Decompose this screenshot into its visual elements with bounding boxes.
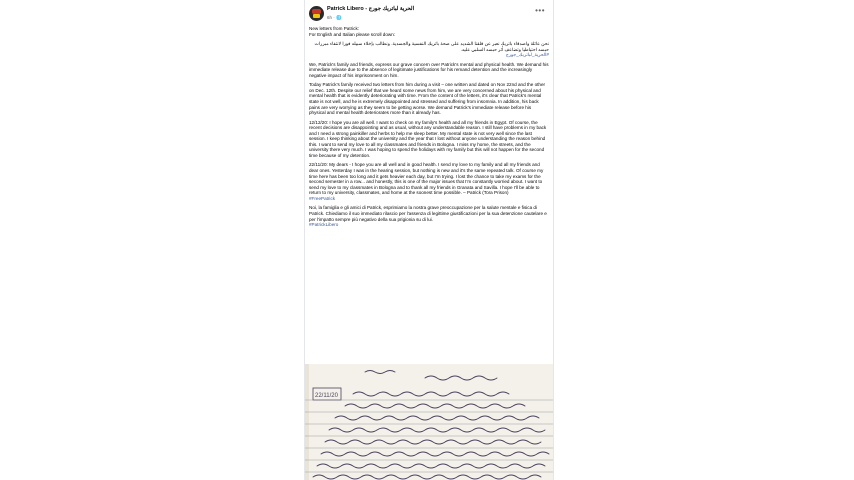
arabic-paragraph: نحن عائلة واصدقاء باتريك نعبر عن قلقنا الشديد على صحة باتريك النفسية والجسدية. ونطالب بإخلاء سبيله فورا لانتفاء مبررات حبسه احتياطيا وتضاعف أثر حبسه السلبي عليه. (314, 40, 549, 52)
page-name[interactable]: Patrick Libero - الحرية لباتريك جورج (327, 6, 415, 12)
post-text-english-1: We, Patrick's family and friends, express our grave concern over Patrick's mental and physical health. We demand his immediate release due to the absence of legitimate justifications for his remand detention and the increasingly negative impact of his imprisonment on him. (309, 61, 549, 78)
letter-scan-image (305, 364, 553, 480)
hashtag-patricklibero-link[interactable]: #PatrickLibero (309, 222, 339, 228)
intro-line-1: New letters from Patrick: (309, 26, 360, 31)
letter-dec-12: 12/12/20: I hope you are all well. I want to check on my family's health and all my friends in Egypt. Of course, the recent decisions are disappointing and as usual, without any understandable reason. I still have problems in my back and I need a strong painkiller and herbs to help me sleep better. My mental state is not very well since the last session. I keep thinking about the university and the year that I lost without anyone understanding the reason behind this. I want to send my love to all my classmates and friends in Bologna. I miss my home, the streets, and the university there very much. I was hoping to spend the holidays with my family but this will not happen for the second time because of my detention. (309, 119, 547, 159)
post-text-english-2: Today Patrick's family received two letters from him during a visit – one written and dated on Nov 22nd and the other on Dec. 12th. Despite our relief that we heard some news from him, we are very concerned about his physical and mental health that is evidently deteriorating with time. From the content of the letters, it's clear that Patrick's mental state is not well, and he is extremely disappointed and stressed and suffering from insomnia. In addition, his back pains are very worrying as they seem to be getting worse. We demand Patrick's immediate release before his physical and mental health deteriorates more than it already has. (309, 82, 546, 116)
more-dots-icon[interactable]: ••• (535, 6, 545, 15)
post-text-arabic (309, 41, 549, 58)
handwritten-letter-photo[interactable] (305, 364, 553, 480)
post-body (309, 26, 549, 232)
post-meta (327, 15, 342, 21)
photo-date-label: 22/11/20 (315, 393, 338, 399)
post-text-intro (309, 26, 549, 37)
italian-paragraph: Noi, la famiglia e gli amici di Patrick, esprimiamo la nostra grave preoccupazione per la salute mentale e fisica di Patrick. Chiediamo il suo immediato rilascio per l'assenza di legittime giustificazioni per la sua detenzione cautelare e per l'impatto sempre più negativo della sua prigionia su di lui. (309, 205, 547, 222)
post-time[interactable]: 6h (327, 15, 333, 20)
separator-dot: · (333, 15, 337, 20)
hashtag-freepatrick-link[interactable]: #FreePatrick (309, 196, 336, 202)
intro-line-2: For English and Italian please scroll down: (309, 31, 396, 37)
arabic-hashtag-link[interactable]: #الحرية_لباتريك_جورج (505, 52, 549, 58)
facebook-post (304, 0, 554, 480)
globe-icon: 🌐 (336, 15, 342, 20)
letter-nov-22-text: 22/11/20: My dears - I hope you are all well and in good health. I send my love to my family and all my friends and dear ones. Yesterday I was in the hearing session, but nothing is new and it's the same repeated talk. Of course my time here has been too long and it gets heavier each day, but I'm trying. I lost the chance to take my exams for the second semester in a row... and honestly, this is one of the major issues that I'm constantly worried about. I want to send my love to my classmates in Bologna and to thank all my friends in Granata and Savilla. I hope I'll be able to return to my university, classmates, and home at the soonest time possible. – Patrick (Tora Prison) (309, 162, 544, 196)
post-text-italian (309, 205, 549, 227)
page-avatar[interactable] (309, 6, 324, 21)
post-header (305, 4, 553, 24)
letter-nov-22 (309, 162, 549, 201)
